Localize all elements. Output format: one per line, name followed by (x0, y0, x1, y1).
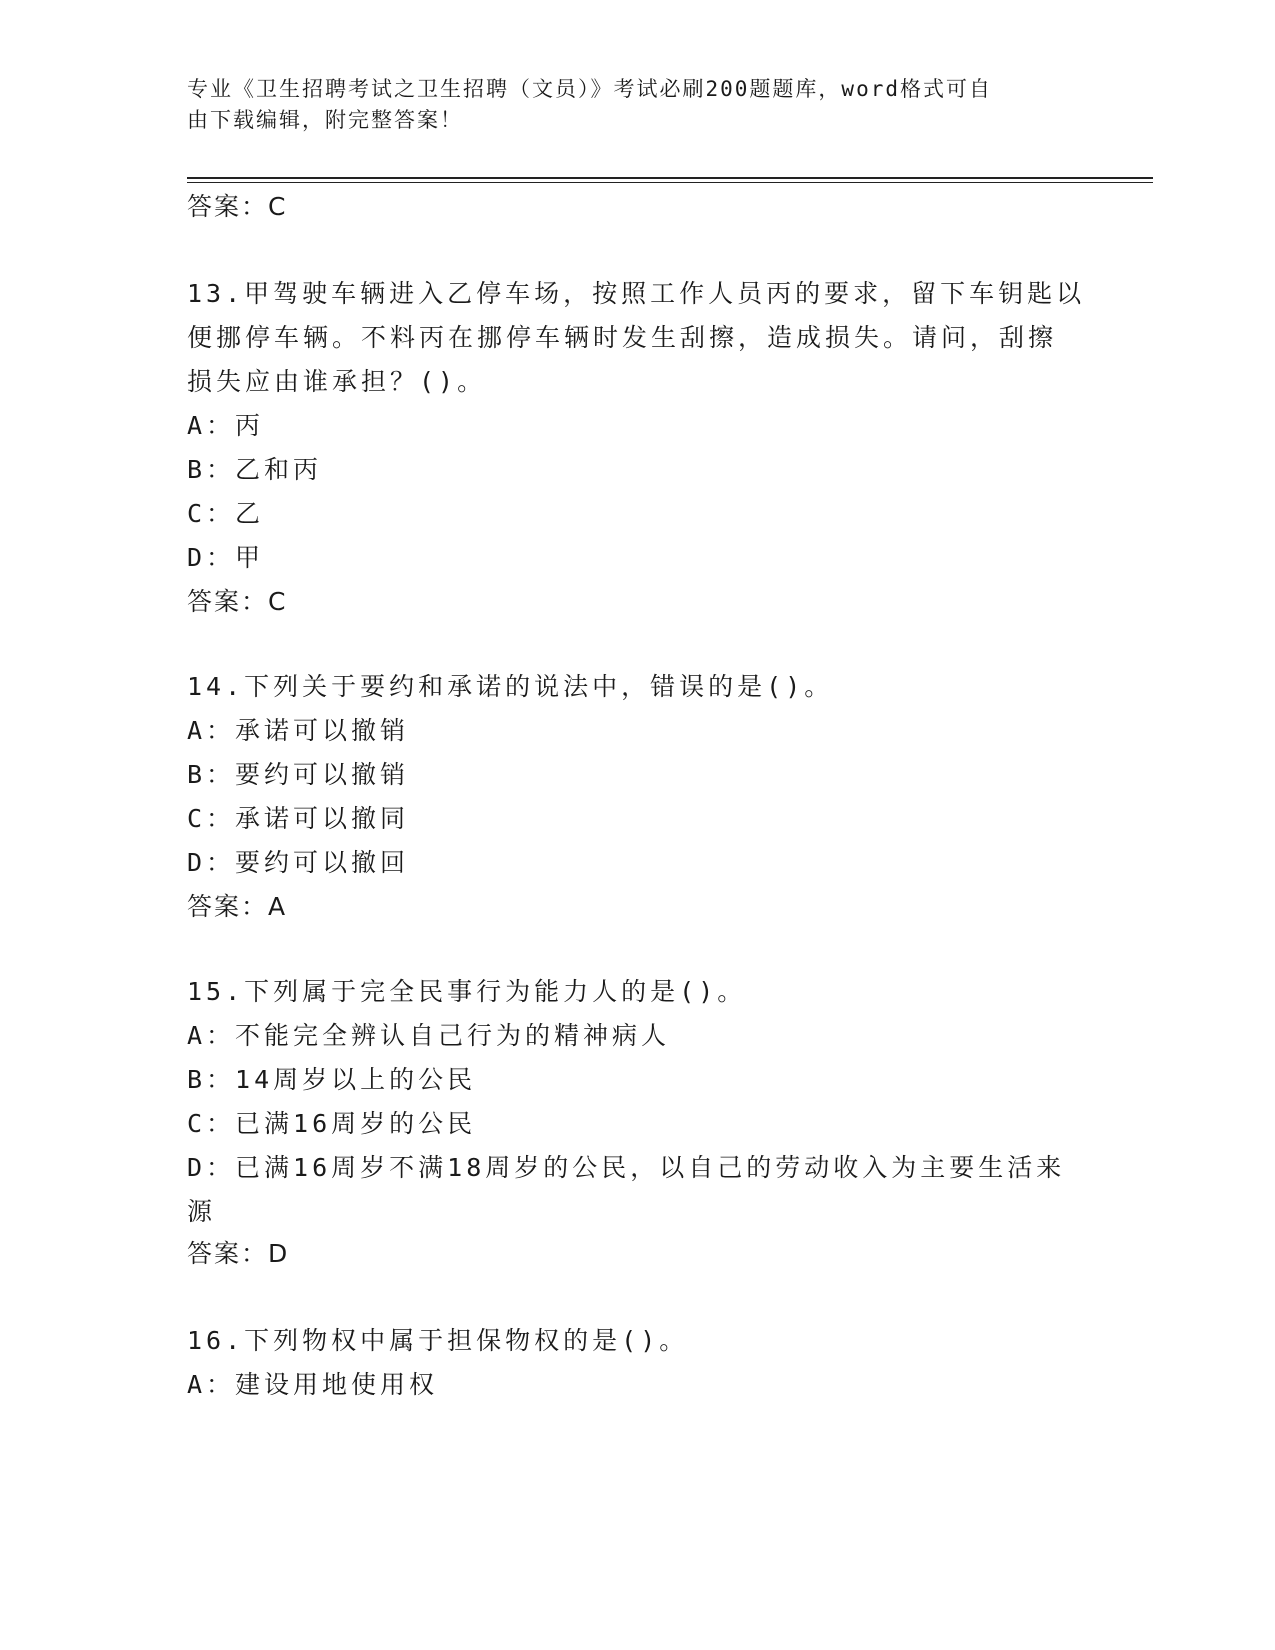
q13-option-c: C：乙 (187, 499, 265, 528)
q15-option-b: B：14周岁以上的公民 (187, 1065, 477, 1094)
q13-option-a: A：丙 (187, 411, 265, 440)
q14-option-c: C：承诺可以撤同 (187, 804, 410, 833)
prev-answer: 答案：C (187, 192, 288, 221)
q14-option-b: B：要约可以撤销 (187, 760, 410, 789)
q14-stem-line-1: 14.下列关于要约和承诺的说法中，错误的是()。 (187, 672, 834, 701)
document-header (187, 74, 1067, 136)
header-line-2: 由下载编辑，附完整答案！ (187, 108, 463, 132)
header-rule-thick (187, 177, 1153, 179)
q14-answer: 答案：A (187, 892, 288, 921)
q13-answer: 答案：C (187, 587, 288, 616)
q13-option-d: D：甲 (187, 543, 265, 572)
q15-option-c: C：已满16周岁的公民 (187, 1109, 477, 1138)
q13-stem-line-3: 损失应由谁承担？()。 (187, 367, 487, 396)
q16-option-a: A：建设用地使用权 (187, 1370, 439, 1399)
q15-answer: 答案：D (187, 1239, 290, 1268)
q13-stem-line-1: 13.甲驾驶车辆进入乙停车场，按照工作人员丙的要求，留下车钥匙以 (187, 279, 1086, 308)
q15-option-a: A：不能完全辨认自己行为的精神病人 (187, 1021, 671, 1050)
q15-option-d-continued: 源 (187, 1197, 217, 1226)
q16-stem-line-1: 16.下列物权中属于担保物权的是()。 (187, 1326, 689, 1355)
q13-stem-line-2: 便挪停车辆。不料丙在挪停车辆时发生刮擦，造成损失。请问，刮擦 (187, 323, 1058, 352)
header-rule-thin (187, 182, 1153, 183)
q15-stem-line-1: 15.下列属于完全民事行为能力人的是()。 (187, 977, 747, 1006)
q13-option-b: B：乙和丙 (187, 455, 323, 484)
q14-option-a: A：承诺可以撤销 (187, 716, 410, 745)
q14-option-d: D：要约可以撤回 (187, 848, 410, 877)
q15-option-d: D：已满16周岁不满18周岁的公民，以自己的劳动收入为主要生活来 (187, 1153, 1066, 1182)
header-line-1: 专业《卫生招聘考试之卫生招聘（文员）》考试必刷200题题库，word格式可自 (187, 77, 992, 101)
